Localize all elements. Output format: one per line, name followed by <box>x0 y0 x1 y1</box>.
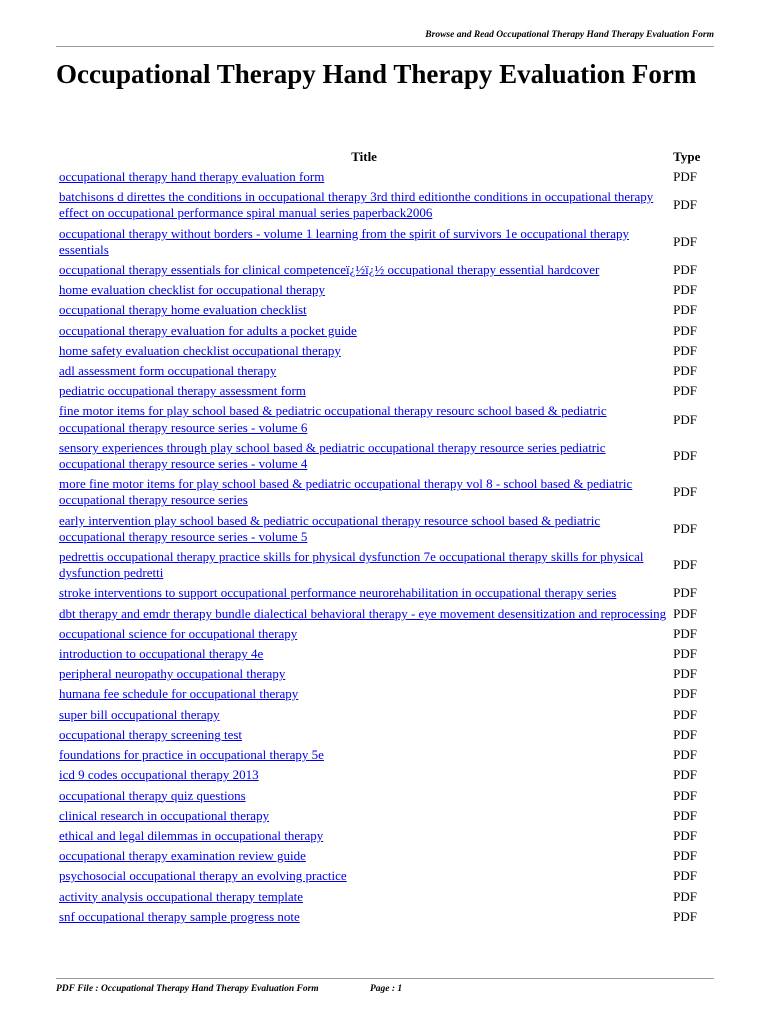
title-cell <box>58 322 670 340</box>
page-header <box>0 0 770 48</box>
table-row <box>58 787 714 805</box>
file-type-label: PDF <box>673 322 697 338</box>
document-link[interactable]: pedrettis occupational therapy practice skills for physical dysfunction 7e occupational therapy skills for physical dysfunction pedretti <box>59 549 644 581</box>
file-type-label: PDF <box>673 868 697 884</box>
table-row <box>58 301 714 319</box>
table-header-row <box>58 148 714 166</box>
title-cell <box>58 807 670 825</box>
table-row <box>58 726 714 744</box>
file-type-label: PDF <box>673 585 697 601</box>
file-type-label: PDF <box>673 363 697 379</box>
file-type-label: PDF <box>673 848 697 864</box>
table-row <box>58 512 714 546</box>
title-cell <box>58 685 670 703</box>
title-cell <box>58 281 670 299</box>
title-cell <box>58 402 670 436</box>
table-row <box>58 402 714 436</box>
table-row <box>58 225 714 259</box>
table-row <box>58 322 714 340</box>
document-link[interactable]: home safety evaluation checklist occupational therapy <box>59 342 341 358</box>
title-cell <box>58 605 670 623</box>
table-row <box>58 362 714 380</box>
document-link[interactable]: batchisons d direttes the conditions in occupational therapy 3rd third editionthe conditions in occupational therapy effect on occupational performance spiral manual series paperback2006 <box>59 189 654 221</box>
title-cell <box>58 225 670 259</box>
file-type-label: PDF <box>673 197 697 213</box>
file-type-label: PDF <box>673 169 697 184</box>
document-link[interactable]: more fine motor items for play school based & pediatric occupational therapy vol 8 - school based & pediatric occupational therapy resource series <box>59 476 633 508</box>
file-type-label: PDF <box>673 726 697 742</box>
file-type-label: PDF <box>673 411 697 427</box>
table-row <box>58 584 714 602</box>
document-link[interactable]: occupational science for occupational therapy <box>59 625 298 641</box>
file-type-label: PDF <box>673 233 697 249</box>
file-type-label: PDF <box>673 484 697 500</box>
title-cell <box>58 645 670 663</box>
title-cell <box>58 168 670 186</box>
file-type-label: PDF <box>673 827 697 843</box>
document-link[interactable]: occupational therapy hand therapy evaluation form <box>59 169 325 184</box>
table-row <box>58 746 714 764</box>
title-cell <box>58 787 670 805</box>
table-row <box>58 281 714 299</box>
file-type-label: PDF <box>673 342 697 358</box>
document-link[interactable]: early intervention play school based & pediatric occupational therapy resource school based & pediatric occupational therapy resource series - volume 5 <box>59 512 601 544</box>
document-link[interactable]: sensory experiences through play school based & pediatric occupational therapy resource series pediatric occupational therapy resource series - volume 4 <box>59 439 606 472</box>
file-type-label: PDF <box>673 625 697 641</box>
table-row <box>58 766 714 784</box>
document-link[interactable]: occupational therapy essentials for clinical competenceï¿½ï¿½ occupational therapy essential hardcover <box>59 262 600 278</box>
table-row <box>58 342 714 360</box>
title-cell <box>58 827 670 845</box>
title-cell <box>58 584 670 602</box>
title-cell <box>58 888 670 906</box>
footer-divider <box>56 978 714 979</box>
file-type-label: PDF <box>673 686 697 702</box>
footer-page-number: Page : 1 <box>370 984 403 994</box>
title-cell <box>58 665 670 683</box>
title-cell <box>58 847 670 865</box>
document-link[interactable]: occupational therapy screening test <box>59 726 243 742</box>
table-row <box>58 888 714 906</box>
title-cell <box>58 512 670 546</box>
document-link[interactable]: home evaluation checklist for occupational therapy <box>59 282 326 298</box>
title-cell <box>58 726 670 744</box>
file-type-label: PDF <box>673 908 697 924</box>
table-row <box>58 548 714 582</box>
title-cell <box>58 342 670 360</box>
document-link[interactable]: ethical and legal dilemmas in occupational therapy <box>59 827 324 843</box>
file-type-label: PDF <box>673 666 697 682</box>
table-row <box>58 908 714 926</box>
title-cell <box>58 188 670 222</box>
table-row <box>58 261 714 279</box>
table-row <box>58 665 714 683</box>
title-cell <box>58 548 670 582</box>
title-cell <box>58 439 670 473</box>
file-type-label: PDF <box>673 787 697 803</box>
page-footer <box>0 978 770 1008</box>
document-link[interactable]: dbt therapy and emdr therapy bundle dialectical behavioral therapy - eye movement desensitization and reprocessing <box>59 605 667 621</box>
document-link[interactable]: foundations for practice in occupational therapy 5e <box>59 747 324 763</box>
file-type-label: PDF <box>673 646 697 662</box>
document-link[interactable]: occupational therapy examination review guide <box>59 848 306 864</box>
file-type-label: PDF <box>673 302 697 318</box>
title-cell <box>58 766 670 784</box>
header-text: Browse and Read Occupational Therapy Hand Therapy Evaluation Form <box>425 30 714 40</box>
table-row <box>58 439 714 473</box>
file-type-label: PDF <box>673 888 697 904</box>
document-title: Occupational Therapy Hand Therapy Evaluation Form <box>56 59 697 89</box>
document-link[interactable]: stroke interventions to support occupational performance neurorehabilitation in occupational therapy series <box>59 585 617 601</box>
table-row <box>58 168 714 186</box>
document-link[interactable]: snf occupational therapy sample progress note <box>59 908 300 924</box>
document-link[interactable]: occupational therapy evaluation for adults a pocket guide <box>59 322 357 338</box>
table-row <box>58 685 714 703</box>
file-type-label: PDF <box>673 767 697 783</box>
document-link[interactable]: humana fee schedule for occupational therapy <box>59 686 299 702</box>
document-link[interactable]: clinical research in occupational therapy <box>59 807 270 823</box>
title-cell <box>58 706 670 724</box>
table-row <box>58 706 714 724</box>
table-row <box>58 847 714 865</box>
file-type-label: PDF <box>673 282 697 298</box>
file-type-label: PDF <box>673 447 697 463</box>
document-link[interactable]: activity analysis occupational therapy template <box>59 888 304 904</box>
document-link[interactable]: peripheral neuropathy occupational therapy <box>59 666 286 682</box>
file-type-label: PDF <box>673 747 697 763</box>
file-type-label: PDF <box>673 557 697 573</box>
column-header-type: Type <box>673 149 701 164</box>
document-link[interactable]: occupational therapy without borders - volume 1 learning from the spirit of survivors 1e occupational therapy essentials <box>59 225 630 257</box>
table-row <box>58 382 714 400</box>
title-cell <box>58 625 670 643</box>
document-link[interactable]: fine motor items for play school based & pediatric occupational therapy resourc school based & pediatric occupational therapy resource series - volume 6 <box>59 403 607 435</box>
title-cell <box>58 746 670 764</box>
table-body <box>58 168 714 926</box>
column-header-title: Title <box>351 149 377 164</box>
document-link[interactable]: occupational therapy quiz questions <box>59 787 246 803</box>
document-link[interactable]: introduction to occupational therapy 4e <box>59 646 264 662</box>
table-row <box>58 645 714 663</box>
table-row <box>58 827 714 845</box>
file-type-label: PDF <box>673 262 697 278</box>
header-divider <box>56 46 714 47</box>
table-row <box>58 807 714 825</box>
file-type-label: PDF <box>673 807 697 823</box>
file-type-label: PDF <box>673 706 697 722</box>
file-type-label: PDF <box>673 605 697 621</box>
title-cell <box>58 301 670 319</box>
table-row <box>58 625 714 643</box>
document-link[interactable]: super bill occupational therapy <box>59 706 220 722</box>
title-cell <box>58 867 670 885</box>
file-type-label: PDF <box>673 383 697 399</box>
document-link[interactable]: psychosocial occupational therapy an evolving practice <box>59 868 347 884</box>
table-row <box>58 605 714 623</box>
title-cell <box>58 475 670 509</box>
title-cell <box>58 261 670 279</box>
title-cell <box>58 382 670 400</box>
title-cell <box>58 362 670 380</box>
table-row <box>58 188 714 222</box>
table-row <box>58 867 714 885</box>
document-link[interactable]: occupational therapy home evaluation checklist <box>59 302 307 318</box>
file-type-label: PDF <box>673 520 697 536</box>
document-link[interactable]: icd 9 codes occupational therapy 2013 <box>59 767 259 783</box>
footer-file-label: PDF File : Occupational Therapy Hand Therapy Evaluation Form <box>56 984 319 994</box>
table-row <box>58 475 714 509</box>
title-cell <box>58 908 670 926</box>
document-link[interactable]: adl assessment form occupational therapy <box>59 363 277 379</box>
document-listing-table <box>56 146 716 928</box>
document-link[interactable]: pediatric occupational therapy assessment form <box>59 383 306 399</box>
